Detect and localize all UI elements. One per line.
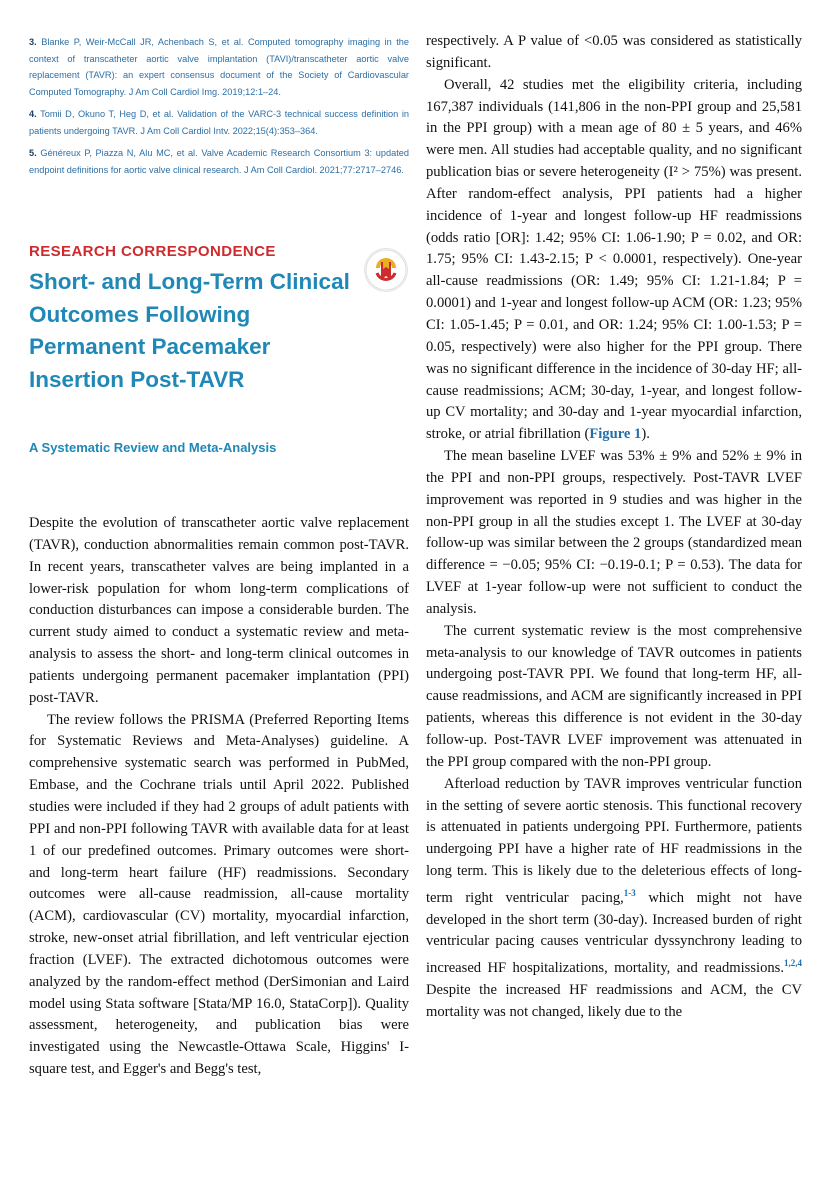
check-for-updates-icon[interactable] <box>365 249 407 291</box>
article-title: Short- and Long-Term Clinical Outcomes Following Permanent Pacemaker Insertion Post-TAVR <box>29 269 350 392</box>
paragraph-text: ). <box>641 426 650 443</box>
paragraph-text: Afterload reduction by TAVR improves ventricular function in the setting of severe aortic stenosis. This functional recovery is attenuated in patients undergoing PPI. Furthermore, patients undergoing PPI have a higher rate of HF readmissions in the long term. This is likely due to the deleterious effects of long-term right ventricular pacing, <box>426 775 802 906</box>
article-subtitle: A Systematic Review and Meta-Analysis <box>29 440 277 455</box>
reference-number: 5. <box>29 148 37 158</box>
body-paragraph: The current systematic review is the most comprehensive meta-analysis to our knowledge of TAVR outcomes in patients undergoing post-TAVR PPI. We found that long-term HF, all-cause readmissions, and ACM are significantly increased in PPI patients, whereas this difference is not evident in the 30-day follow-up. Post-TAVR LVEF improvement was attenuated in the PPI group compared with the non-PPI group. <box>426 622 802 770</box>
citation-link[interactable]: 1,2,4 <box>784 958 802 969</box>
reference-number: 3. <box>29 37 37 47</box>
body-paragraph <box>426 75 802 446</box>
body-paragraph: Despite the evolution of transcatheter aortic valve replacement (TAVR), conduction abnormalities remain common post-TAVR. In recent years, transcatheter valves are being implanted in a lower-risk population for whom long-term complications of conduction disturbances can impose a considerable burden. The current study aimed to conduct a systematic review and meta-analysis to assess the short- and long-term clinical outcomes in patients undergoing permanent pacemaker implantation (PPI) post-TAVR. <box>29 515 409 706</box>
reference-item <box>29 106 409 139</box>
body-paragraph: The review follows the PRISMA (Preferred Reporting Items for Systematic Reviews and Meta-Analyses) guideline. A comprehensive systematic search was performed in PubMed, Embase, and the Cochrane trials until April 2022. Published studies were included if they had 2 groups of adult patients with PPI and non-PPI following TAVR with available data for at least 1 of our predefined outcomes. Primary outcomes were short- and long-term heart failure (HF) readmissions. Secondary outcomes were all-cause readmission, all-cause mortality (ACM), cardiovascular (CV) mortality, myocardial infarction, stroke, new-onset atrial fibrillation, and left ventricular ejection fraction (LVEF). The extracted dichotomous outcomes were analyzed by the random-effect method (DerSimonian and Laird model using Stata software [Stata/MP 16.0, StataCorp]). Quality assessment, heterogeneity, and publication bias were investigated using the Newcastle-Ottawa Scale, Higgins' I-square test, and Egger's and Begg's test, <box>29 711 409 1078</box>
reference-number: 4. <box>29 109 37 119</box>
reference-list <box>29 34 409 184</box>
paragraph-text: Despite the increased HF readmissions and ACM, the CV mortality was not changed, likely due to the <box>426 982 802 1020</box>
reference-text[interactable]: Généreux P, Piazza N, Alu MC, et al. Valve Academic Research Consortium 3: updated endpoint definitions for aortic valve clinical research. J Am Coll Cardiol. 2021;77:2717–2746. <box>29 148 409 175</box>
right-text-column <box>426 31 802 1024</box>
paragraph-text: which might not have developed in the short term (30-day). Increased burden of right ventricular pacing causes ventricular dyssynchrony leading to increased HF hospitalizations, mortality, and readmissions. <box>426 889 802 977</box>
reference-item <box>29 145 409 178</box>
body-paragraph <box>426 774 802 1024</box>
reference-item <box>29 34 409 100</box>
section-label: RESEARCH CORRESPONDENCE <box>29 243 276 260</box>
reference-text[interactable]: Blanke P, Weir-McCall JR, Achenbach S, et al. Computed tomography imaging in the context of transcatheter aortic valve implantation (TAVI)/transcatheter aortic valve replacement (TAVR): an expert consensus document of the Society of Cardiovascular Computed Tomography. J Am Coll Cardiol Img. 2019;12:1–24. <box>29 37 409 97</box>
body-paragraph: The mean baseline LVEF was 53% ± 9% and 52% ± 9% in the PPI and non-PPI groups, respectively. Post-TAVR LVEF improvement was reported in 9 studies and was higher in the non-PPI group in all the studies except 1. The LVEF at 30-day follow-up was similar between the 2 groups (standardized mean difference = −0.05; 95% CI: −0.19-0.1; P = 0.53). The data for LVEF at 1-year follow-up were not sufficient to conduct the analysis. <box>426 448 802 617</box>
citation-link[interactable]: 1-3 <box>623 887 636 898</box>
paragraph-text: Overall, 42 studies met the eligibility criteria, including 167,387 individuals (141,806 in the non-PPI group and 25,581 in the PPI group) with a mean age of 80 ± 5 years, and 46% were men. All studies had acceptable quality, and no significant publication bias or severe heterogeneity (I² > 75%) was present. After random-effect analysis, PPI patients had a higher incidence of 1-year and longest follow-up HF readmissions (odds ratio [OR]: 1.42; 95% CI: 1.06-1.90; P = 0.02, and OR: 1.75; 95% CI: 1.43-2.15; P < 0.0001, respectively). One-year all-cause readmissions (OR: 1.49; 95% CI: 1.21-1.84; P = 0.0001) and 1-year and longest follow-up ACM (OR: 1.23; 95% CI: 1.05-1.45; P = 0.01, and OR: 1.24; 95% CI: 1.00-1.53; P = 0.05, respectively) were also higher for the PPI group. There was no significant difference in the incidence of 30-day HF; all-cause readmissions; ACM; 30-day, 1-year, and longest follow-up CV mortality; and 30-day and 1-year myocardial infarction, stroke, or atrial fibrillation ( <box>426 76 802 443</box>
left-text-column <box>29 513 409 1081</box>
figure-link[interactable]: Figure 1 <box>589 426 642 443</box>
body-paragraph: respectively. A P value of <0.05 was considered as statistically significant. <box>426 33 802 71</box>
reference-text[interactable]: Tomii D, Okuno T, Heg D, et al. Validation of the VARC-3 technical success definition in patients undergoing TAVR. J Am Coll Cardiol Intv. 2022;15(4):353–364. <box>29 109 409 136</box>
